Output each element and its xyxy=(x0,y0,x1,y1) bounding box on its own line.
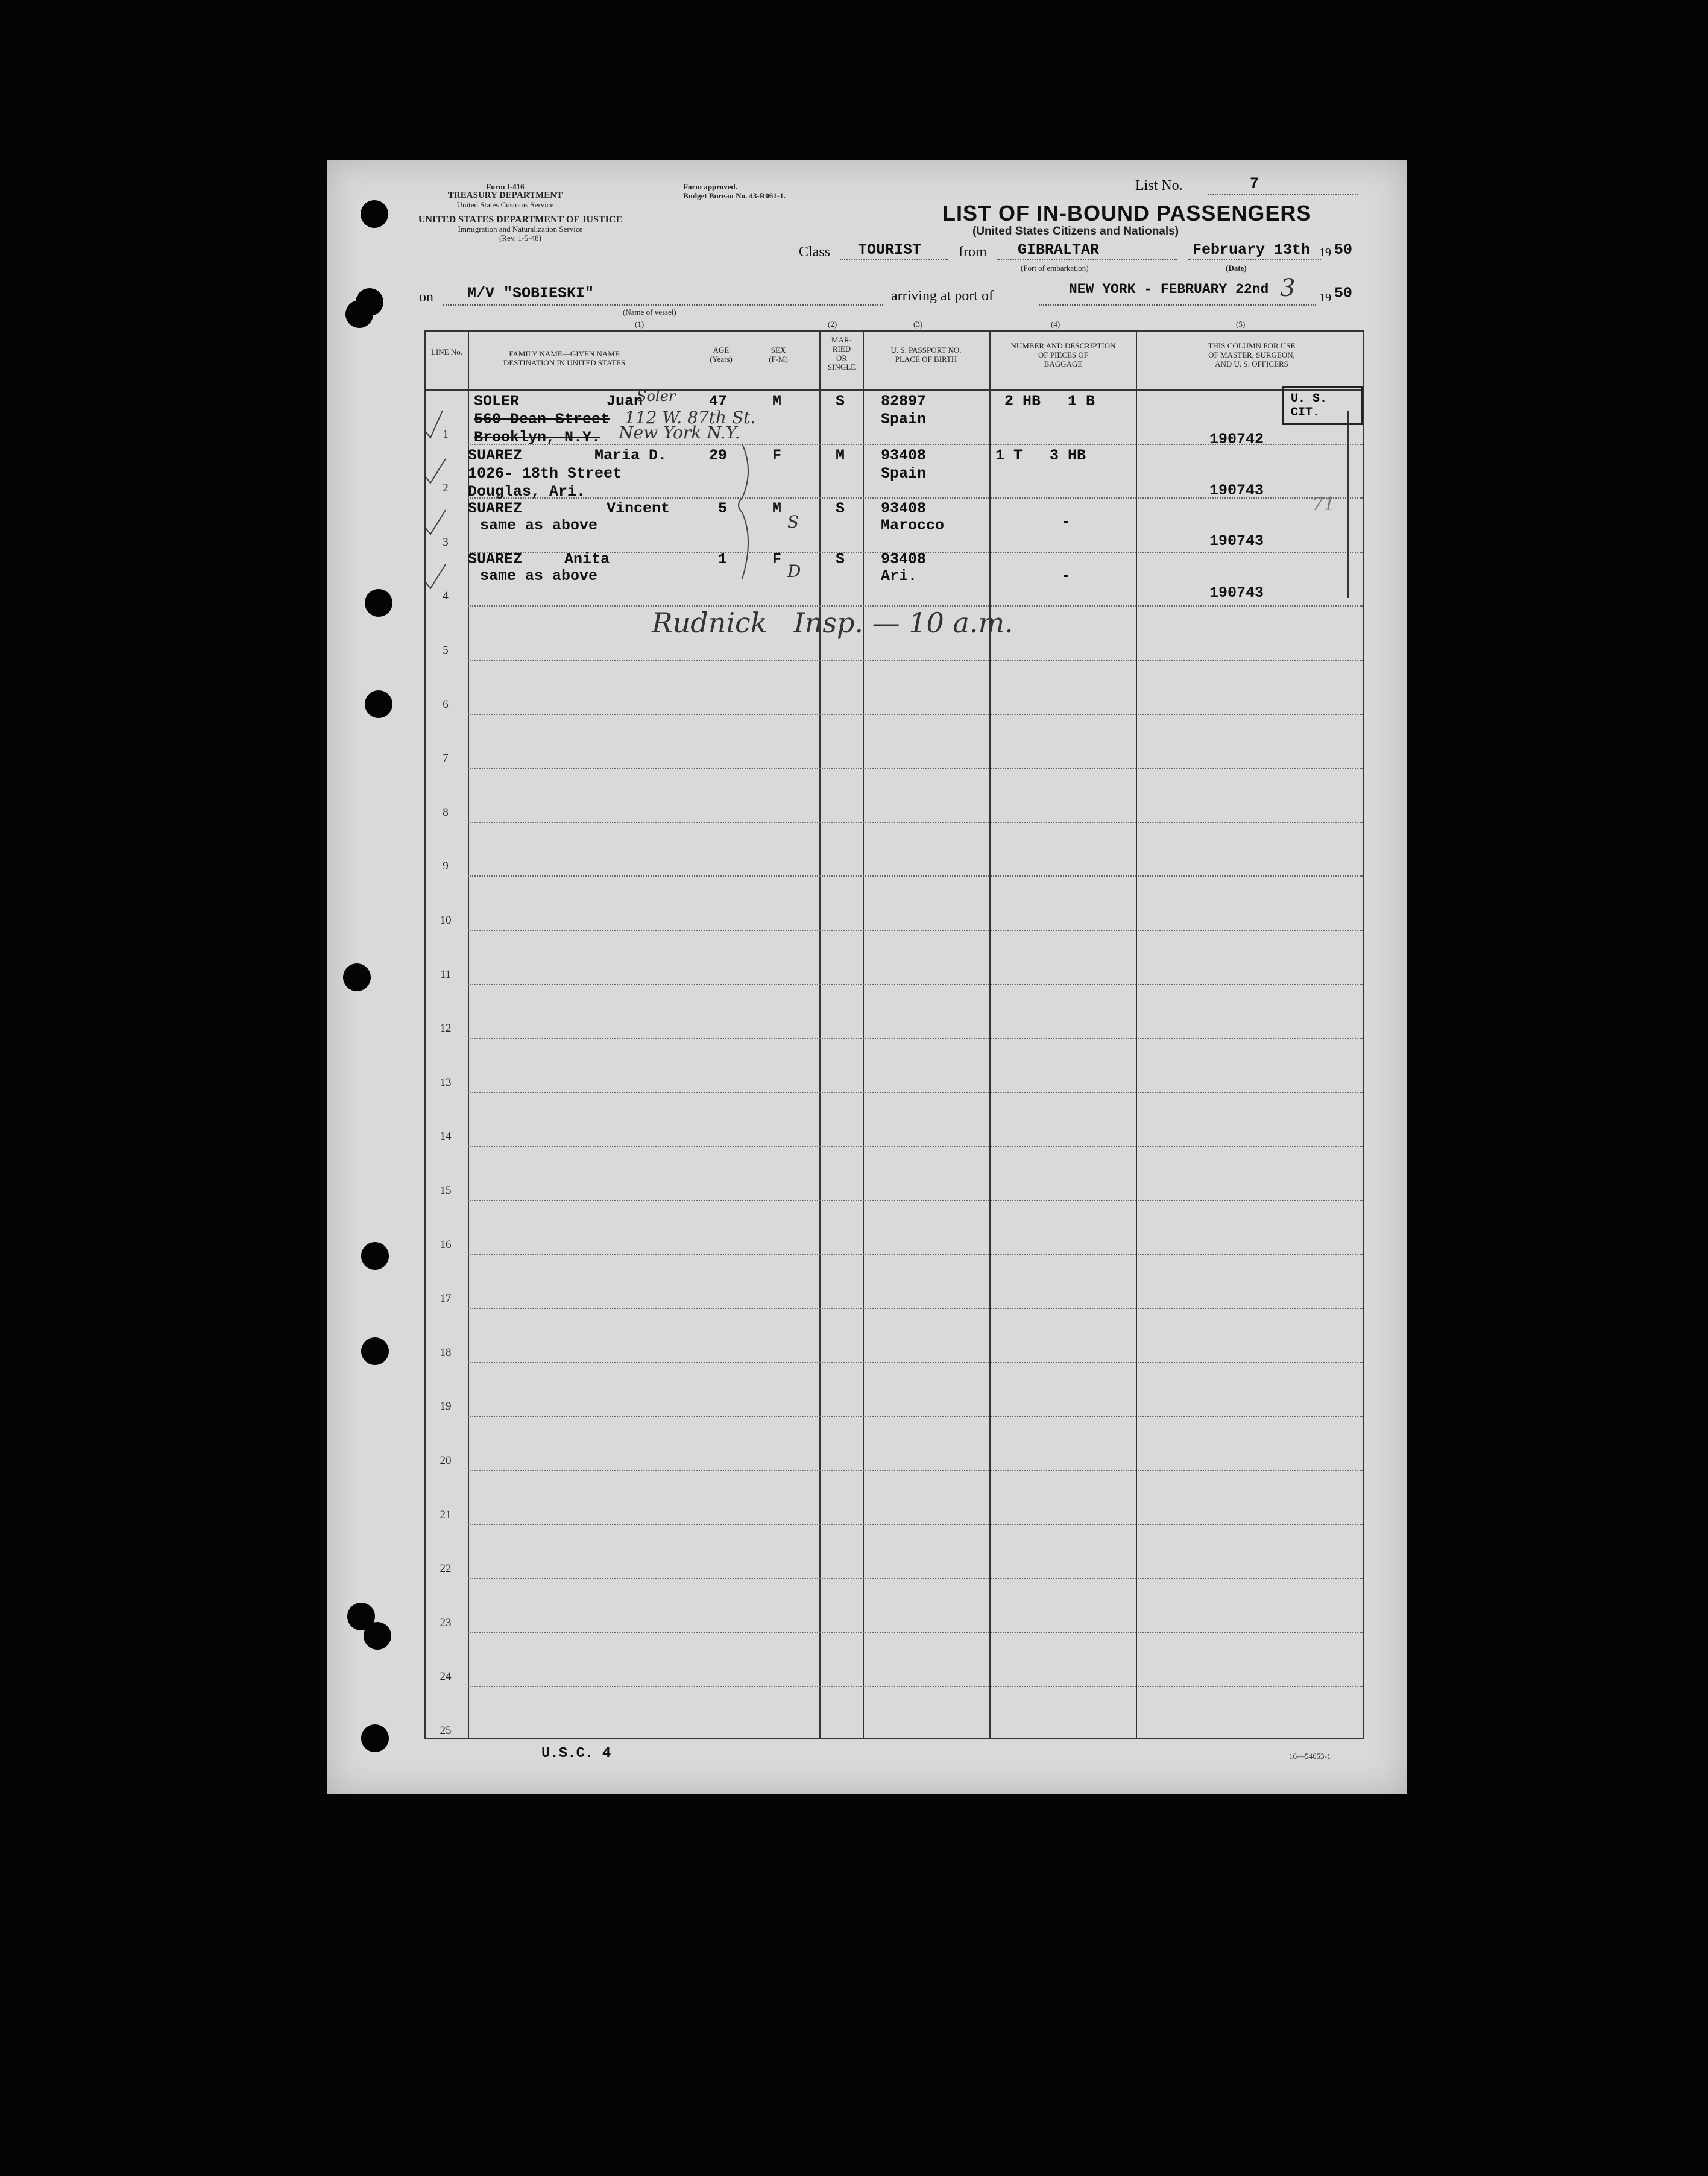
line-number: 1 xyxy=(443,427,449,441)
line-number: 20 xyxy=(440,1454,452,1467)
passenger-table xyxy=(424,330,1364,1739)
row-separator xyxy=(468,1146,1363,1147)
passenger-3-birth: Marocco xyxy=(881,517,945,534)
header-officers: THIS COLUMN FOR USE OF MASTER, SURGEON, AND U. S. OFFICERS xyxy=(1208,341,1296,368)
on-label: on xyxy=(419,289,433,305)
passenger-4-age: 1 xyxy=(718,550,728,568)
manifest-sheet xyxy=(327,160,1407,1794)
line-number: 9 xyxy=(443,860,449,873)
arriving-label: arriving at port of xyxy=(891,288,994,304)
col-number-2: (2) xyxy=(828,320,837,329)
passenger-4-baggage: - xyxy=(1062,567,1071,585)
form-revision: (Rev. 1-5-48) xyxy=(499,233,541,242)
passenger-3-passport: 93408 xyxy=(881,500,927,517)
passenger-4-married: S xyxy=(836,550,845,568)
year-value: 50 xyxy=(1334,241,1353,259)
arrival-port: NEW YORK - FEBRUARY 22nd xyxy=(1069,282,1269,297)
footer-left: U.S.C. 4 xyxy=(541,1746,611,1762)
year2-prefix: 19 xyxy=(1319,291,1331,304)
passenger-4-passport: 93408 xyxy=(881,550,927,568)
from-label: from xyxy=(959,244,987,260)
inspector-note: Rudnick Insp. — 10 a.m. xyxy=(652,607,1013,639)
row-separator xyxy=(468,1578,1363,1579)
row-separator xyxy=(468,714,1363,715)
row-separator xyxy=(468,1524,1363,1525)
year2-value: 50 xyxy=(1334,285,1353,302)
row-separator xyxy=(468,1362,1363,1363)
passenger-4-given: Anita xyxy=(564,550,610,568)
line-number: 11 xyxy=(440,968,452,981)
list-no-label: List No. xyxy=(1135,178,1183,194)
col-number-1: (1) xyxy=(635,320,644,329)
line-number: 5 xyxy=(443,644,449,657)
year-prefix: 19 xyxy=(1319,246,1331,259)
row-separator xyxy=(468,875,1363,877)
customs-service: United States Customs Service xyxy=(456,200,554,209)
arrival-date-correction: 3 xyxy=(1280,274,1296,302)
passenger-3-sex-hand: S xyxy=(787,512,799,532)
punch-hole xyxy=(343,963,371,991)
passenger-4-sex-hand: D xyxy=(787,561,801,581)
punch-hole xyxy=(365,690,392,718)
line-number: 13 xyxy=(440,1076,452,1089)
row-separator xyxy=(468,1686,1363,1687)
line-number: 7 xyxy=(443,752,449,765)
row-separator xyxy=(468,1416,1363,1417)
passenger-3-sex: M xyxy=(772,500,782,517)
line-number: 22 xyxy=(440,1562,452,1575)
header-sex: SEX (F-M) xyxy=(769,345,788,364)
passenger-2-age: 29 xyxy=(709,447,728,464)
line-number: 8 xyxy=(443,806,449,819)
passenger-1-sex: M xyxy=(772,393,782,410)
passenger-1-officer: 190742 xyxy=(1209,430,1264,448)
line-number: 12 xyxy=(440,1022,452,1035)
passenger-1-married: S xyxy=(836,393,845,410)
handwritten-marks xyxy=(426,332,1366,646)
footer-right: 16—54653-1 xyxy=(1289,1752,1331,1761)
passenger-2-family: SUAREZ xyxy=(468,447,523,464)
passenger-3-age: 5 xyxy=(718,500,728,517)
line-number: 21 xyxy=(440,1508,452,1521)
line-number: 25 xyxy=(440,1724,452,1737)
passenger-4-officer: 190743 xyxy=(1209,584,1264,602)
port-embarkation-caption: (Port of embarkation) xyxy=(1021,263,1089,273)
punch-hole xyxy=(364,1622,391,1650)
line-number: 24 xyxy=(440,1670,452,1683)
header-line-no: LINE No. xyxy=(431,347,462,356)
passenger-2-passport: 93408 xyxy=(881,447,927,464)
row-separator xyxy=(468,660,1363,661)
line-number: 4 xyxy=(443,590,449,603)
header-married: MAR- RIED OR SINGLE xyxy=(827,335,856,371)
passenger-3-baggage: - xyxy=(1062,513,1071,531)
line-number: 17 xyxy=(440,1292,452,1305)
list-no-value: 7 xyxy=(1250,175,1259,192)
col-number-5: (5) xyxy=(1236,320,1246,329)
passenger-3-officer: 190743 xyxy=(1209,532,1264,550)
page-subtitle: (United States Citizens and Nationals) xyxy=(972,225,1179,238)
budget-bureau: Budget Bureau No. 43-R061-1. xyxy=(683,191,786,200)
passenger-1-dest2: Brooklyn, N.Y. xyxy=(474,429,601,446)
passenger-1-age: 47 xyxy=(709,393,728,410)
punch-hole xyxy=(361,1724,389,1752)
passenger-4-sex: F xyxy=(772,550,782,568)
passenger-3-dest1: same as above xyxy=(480,517,598,534)
punch-hole xyxy=(365,589,392,617)
passenger-4-family: SUAREZ xyxy=(468,550,523,568)
row-separator xyxy=(468,1038,1363,1039)
us-citizen-stamp: U. S. CIT. xyxy=(1282,386,1363,425)
from-value: GIBRALTAR xyxy=(1018,241,1100,259)
margin-note: 71 xyxy=(1312,494,1335,515)
passenger-2-baggage: 1 T 3 HB xyxy=(995,447,1086,464)
date-value: February 13th xyxy=(1193,241,1311,259)
date-caption: (Date) xyxy=(1226,263,1247,273)
row-separator xyxy=(468,984,1363,985)
class-value: TOURIST xyxy=(858,241,922,259)
col-number-4: (4) xyxy=(1051,320,1060,329)
line-number: 18 xyxy=(440,1346,452,1359)
class-label: Class xyxy=(799,244,831,260)
passenger-2-sex: F xyxy=(772,447,782,464)
ins-service: Immigration and Naturalization Service xyxy=(458,224,583,233)
line-number: 3 xyxy=(443,535,449,549)
justice-department: UNITED STATES DEPARTMENT OF JUSTICE xyxy=(418,215,623,225)
row-separator xyxy=(468,930,1363,931)
passenger-1-baggage: 2 HB 1 B xyxy=(1004,393,1095,410)
line-number: 16 xyxy=(440,1238,452,1251)
passenger-3-given: Vincent xyxy=(607,500,670,517)
passenger-1-dest1-hand: 112 W. 87th St. xyxy=(625,408,756,427)
row-separator xyxy=(468,1200,1363,1201)
passenger-1-birth: Spain xyxy=(881,411,927,428)
col-number-3: (3) xyxy=(913,320,923,329)
passenger-1-dest2-hand: New York N.Y. xyxy=(619,423,740,443)
row-separator xyxy=(468,1092,1363,1093)
punch-hole xyxy=(361,200,388,228)
row-separator xyxy=(468,768,1363,769)
department-top: TREASURY DEPARTMENT xyxy=(447,191,563,200)
line-number: 23 xyxy=(440,1616,452,1629)
row-separator xyxy=(468,1254,1363,1255)
passenger-1-family: SOLER xyxy=(474,393,520,410)
line-number: 14 xyxy=(440,1130,452,1143)
punch-hole xyxy=(356,288,383,316)
punch-hole xyxy=(361,1337,389,1365)
row-separator xyxy=(468,1470,1363,1471)
punch-hole xyxy=(361,1242,389,1270)
passenger-3-married: S xyxy=(836,500,845,517)
header-name: FAMILY NAME—GIVEN NAME DESTINATION IN UNITED STATES xyxy=(503,349,626,367)
line-number: 15 xyxy=(440,1184,452,1197)
passenger-2-given: Maria D. xyxy=(594,447,667,464)
passenger-1-given: Juan xyxy=(607,393,643,410)
passenger-4-birth: Ari. xyxy=(881,567,918,585)
form-number: Form I-416 xyxy=(486,182,525,191)
vessel-name: M/V "SOBIESKI" xyxy=(467,285,594,302)
header-passport: U. S. PASSPORT NO. PLACE OF BIRTH xyxy=(890,345,962,364)
header-baggage: NUMBER AND DESCRIPTION OF PIECES OF BAGGAGE xyxy=(1010,341,1116,368)
passenger-2-dest2: Douglas, Ari. xyxy=(468,483,586,500)
passenger-1-given-hand: Soler xyxy=(637,388,676,405)
vessel-caption: (Name of vessel) xyxy=(623,307,676,317)
form-approved: Form approved. xyxy=(683,182,738,191)
passenger-2-officer: 190743 xyxy=(1209,482,1264,499)
passenger-2-dest1: 1026- 18th Street xyxy=(468,465,622,482)
passenger-1-passport: 82897 xyxy=(881,393,927,410)
passenger-2-married: M xyxy=(836,447,845,464)
line-number: 19 xyxy=(440,1400,452,1413)
line-number: 2 xyxy=(443,482,449,495)
passenger-3-family: SUAREZ xyxy=(468,500,523,517)
page-title: LIST OF IN-BOUND PASSENGERS xyxy=(942,201,1312,225)
line-number: 6 xyxy=(443,698,449,711)
row-separator xyxy=(468,1308,1363,1309)
passenger-4-dest1: same as above xyxy=(480,567,598,585)
passenger-2-birth: Spain xyxy=(881,465,927,482)
line-number: 10 xyxy=(440,914,452,927)
header-age: AGE (Years) xyxy=(710,345,733,364)
row-separator xyxy=(468,822,1363,823)
row-separator xyxy=(468,1632,1363,1633)
passenger-1-dest1: 560 Dean Street xyxy=(474,411,610,428)
